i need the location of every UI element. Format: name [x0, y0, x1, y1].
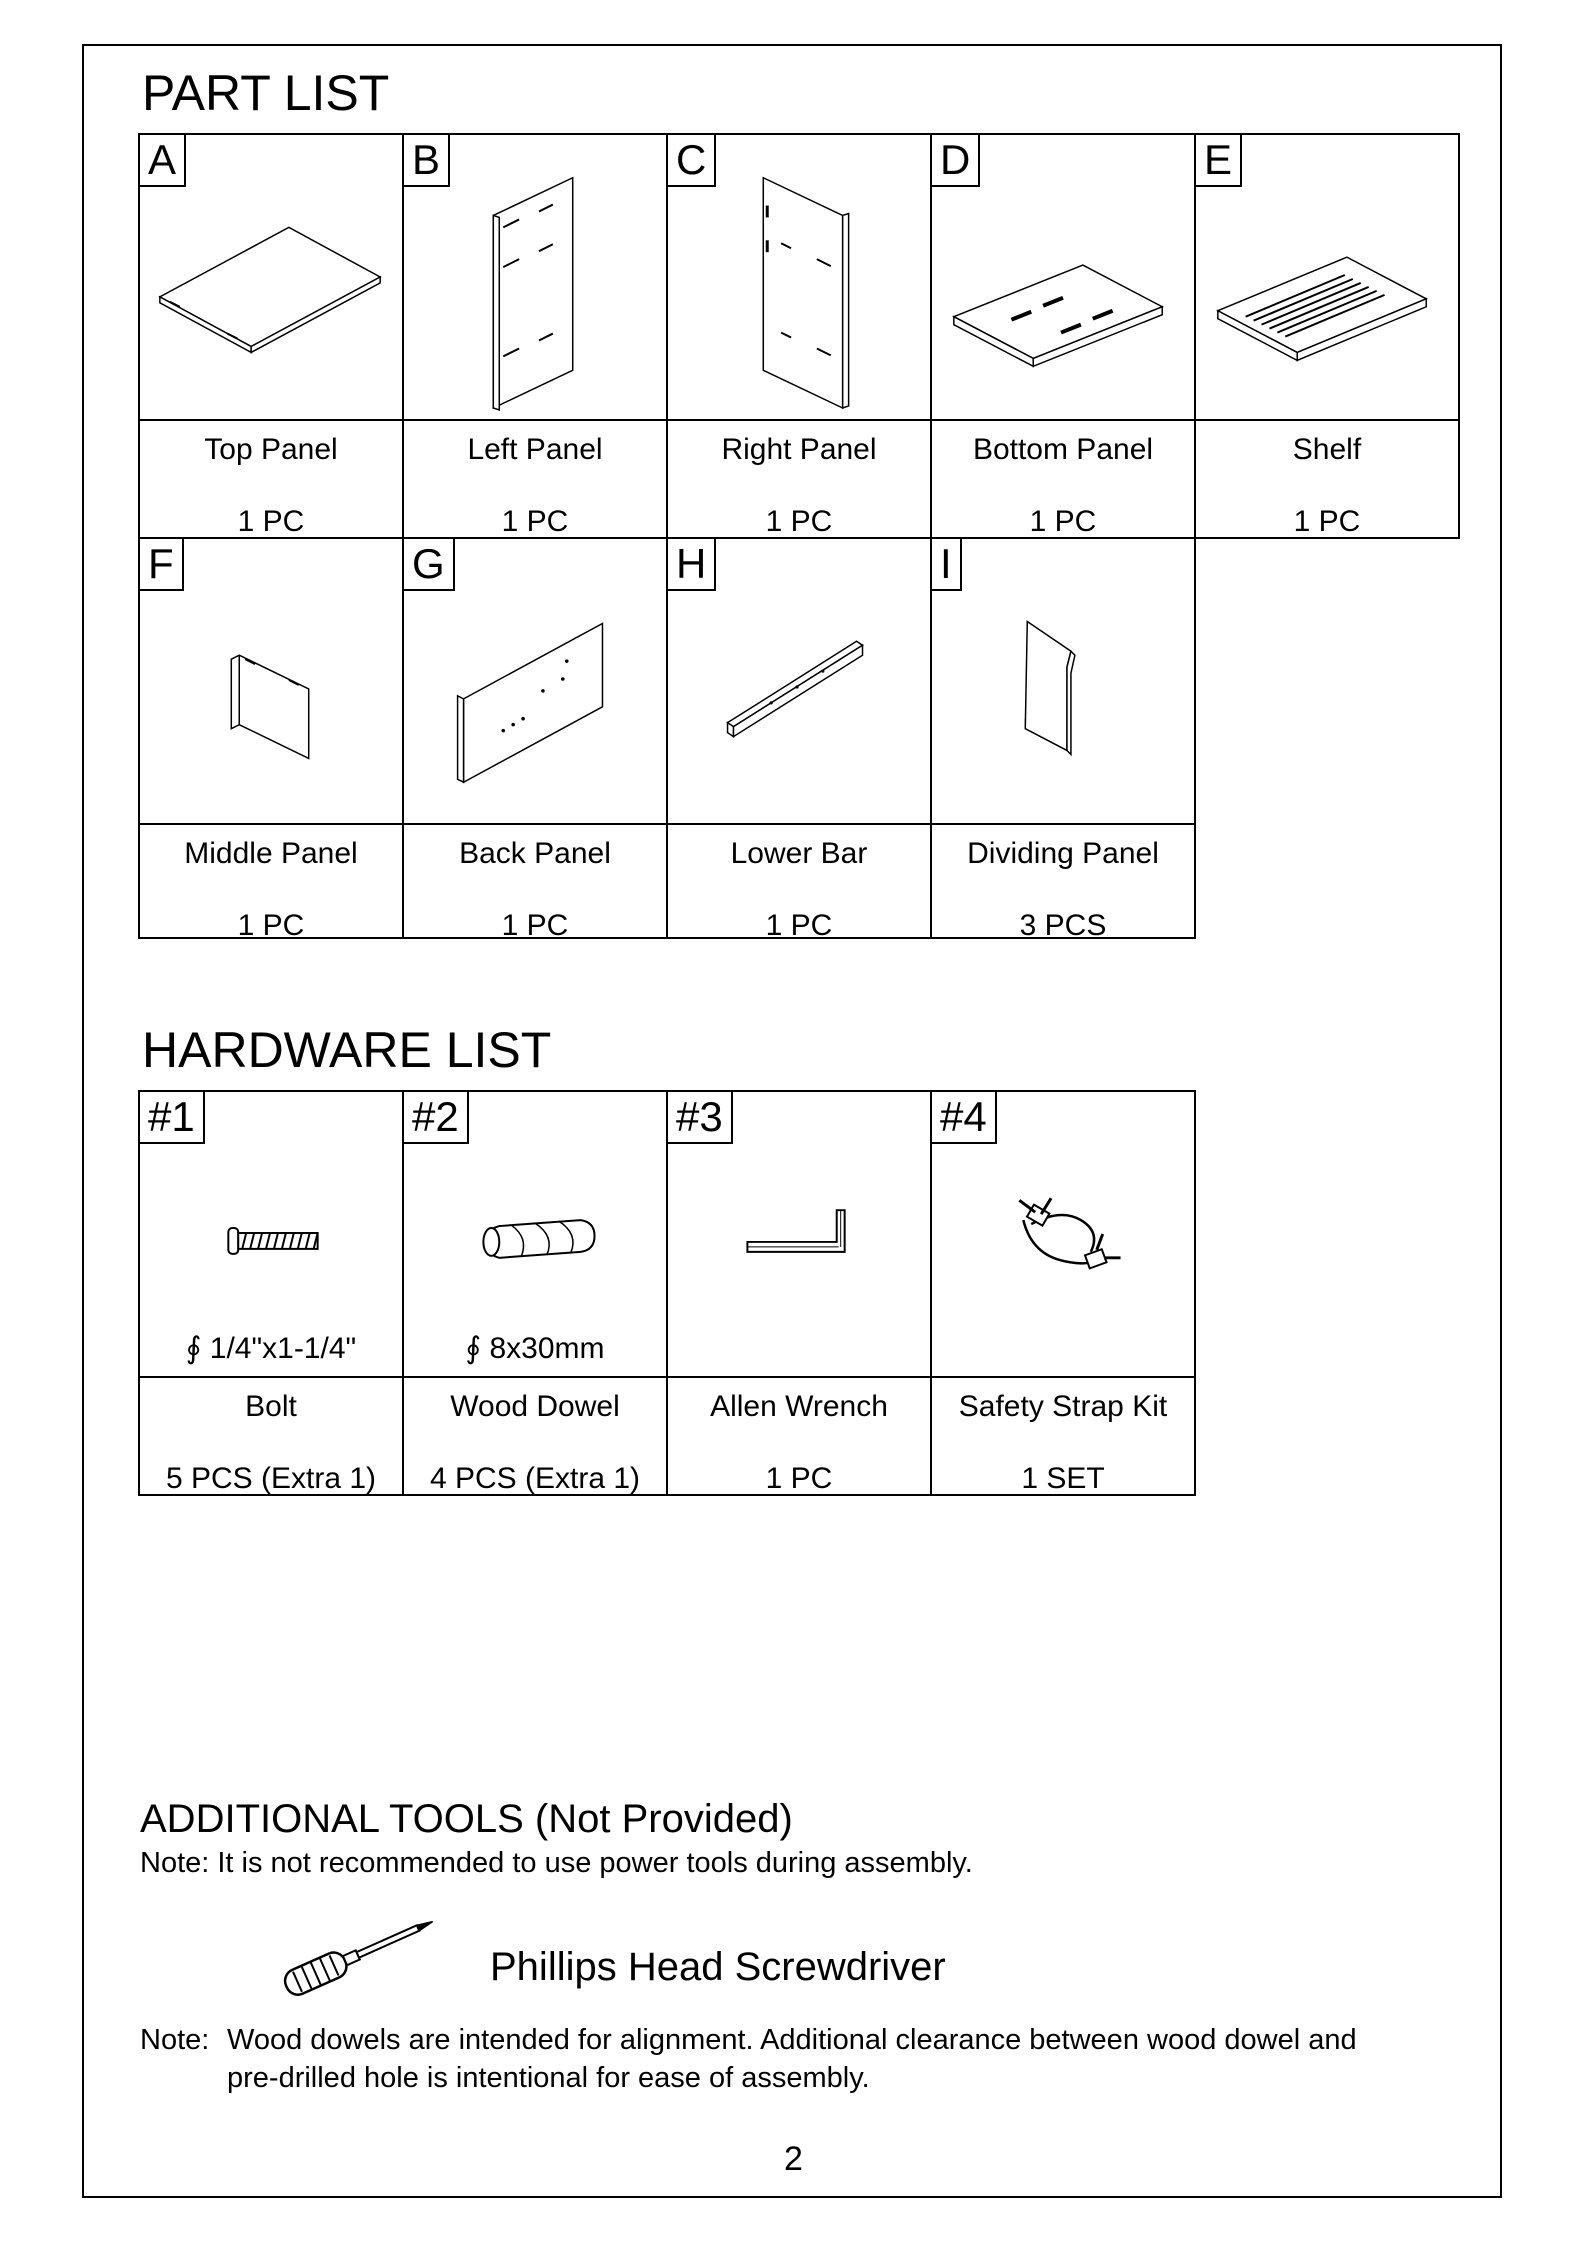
part-name: Dividing Panel: [967, 837, 1159, 870]
part-qty: 1 PC: [1293, 505, 1361, 538]
shelf-icon: [1196, 135, 1458, 419]
part-qty: 1 PC: [1029, 505, 1097, 538]
allen-wrench-icon: [668, 1092, 930, 1376]
dowel-note-text: Wood dowels are intended for alignment. Additional clearance between wood dowel and pre-drilled hole is intentional for ease of assembly.: [227, 2024, 1357, 2094]
part-letter: C: [668, 135, 716, 187]
hardware-cell-1: [140, 1092, 404, 1496]
hardware-list-grid: [138, 1090, 1196, 1496]
hardware-cell-4: [932, 1092, 1196, 1496]
part-qty: 3 PCS: [1019, 909, 1107, 942]
hardware-tag: #1: [140, 1092, 205, 1144]
part-name: Middle Panel: [184, 837, 358, 870]
part-name: Right Panel: [721, 433, 877, 466]
back-panel-icon: [404, 539, 666, 823]
part-letter: I: [932, 539, 962, 591]
part-list-grid: [138, 133, 1460, 942]
bottom-panel-icon: [932, 135, 1194, 419]
hardware-tag: #2: [404, 1092, 469, 1144]
part-qty: 1 PC: [237, 909, 305, 942]
hardware-spec: ∮ 8x30mm: [465, 1332, 605, 1365]
hardware-qty: 4 PCS (Extra 1): [429, 1462, 641, 1495]
lower-bar-icon: [668, 539, 930, 823]
dividing-panel-icon: [932, 539, 1194, 823]
hardware-name: Allen Wrench: [710, 1390, 888, 1423]
part-letter: H: [668, 539, 716, 591]
part-cell-f: [140, 539, 404, 942]
hardware-name: Bolt: [245, 1390, 297, 1423]
part-cell-b: [404, 135, 668, 539]
part-qty: 1 PC: [765, 909, 833, 942]
part-letter: E: [1196, 135, 1242, 187]
left-panel-icon: [404, 135, 666, 419]
part-cell-d: [932, 135, 1196, 539]
part-name: Shelf: [1292, 433, 1362, 466]
part-cell-a: [140, 135, 404, 539]
part-letter: F: [140, 539, 184, 591]
part-qty: 1 PC: [765, 505, 833, 538]
part-cell-c: [668, 135, 932, 539]
hardware-qty: 1 PC: [765, 1462, 833, 1495]
top-panel-icon: [140, 135, 402, 419]
hardware-qty: 1 SET: [1021, 1462, 1105, 1495]
part-cell-e: [1196, 135, 1460, 539]
part-list-title: PART LIST: [142, 65, 390, 121]
part-letter: D: [932, 135, 980, 187]
part-name: Bottom Panel: [972, 433, 1154, 466]
part-name: Left Panel: [467, 433, 603, 466]
hardware-qty: 5 PCS (Extra 1): [165, 1462, 377, 1495]
dowel-note-label: Note:: [140, 2024, 210, 2056]
middle-panel-icon: [140, 539, 402, 823]
part-qty: 1 PC: [501, 909, 569, 942]
part-letter: B: [404, 135, 450, 187]
hardware-name: Wood Dowel: [450, 1390, 620, 1423]
hardware-name: Safety Strap Kit: [958, 1390, 1168, 1423]
power-tools-note: Note: It is not recommended to use power tools during assembly.: [140, 1847, 973, 1879]
hardware-tag: #3: [668, 1092, 733, 1144]
hardware-list-title: HARDWARE LIST: [142, 1022, 552, 1078]
part-cell-i: [932, 539, 1196, 942]
screwdriver-icon: [270, 1905, 450, 2005]
additional-tools-title: ADDITIONAL TOOLS (Not Provided): [140, 1797, 793, 1841]
part-qty: 1 PC: [237, 505, 305, 538]
right-panel-icon: [668, 135, 930, 419]
part-letter: A: [140, 135, 186, 187]
safety-strap-kit-icon: [932, 1092, 1194, 1376]
part-cell-g: [404, 539, 668, 942]
hardware-cell-2: [404, 1092, 668, 1496]
part-name: Back Panel: [459, 837, 611, 870]
hardware-cell-3: [668, 1092, 932, 1496]
part-qty: 1 PC: [501, 505, 569, 538]
screwdriver-label: Phillips Head Screwdriver: [490, 1945, 946, 1989]
part-name: Top Panel: [204, 433, 338, 466]
hardware-spec: ∮ 1/4"x1-1/4": [185, 1332, 357, 1365]
part-cell-h: [668, 539, 932, 942]
part-letter: G: [404, 539, 455, 591]
part-name: Lower Bar: [730, 837, 868, 870]
page-number: 2: [784, 2140, 803, 2178]
hardware-tag: #4: [932, 1092, 997, 1144]
